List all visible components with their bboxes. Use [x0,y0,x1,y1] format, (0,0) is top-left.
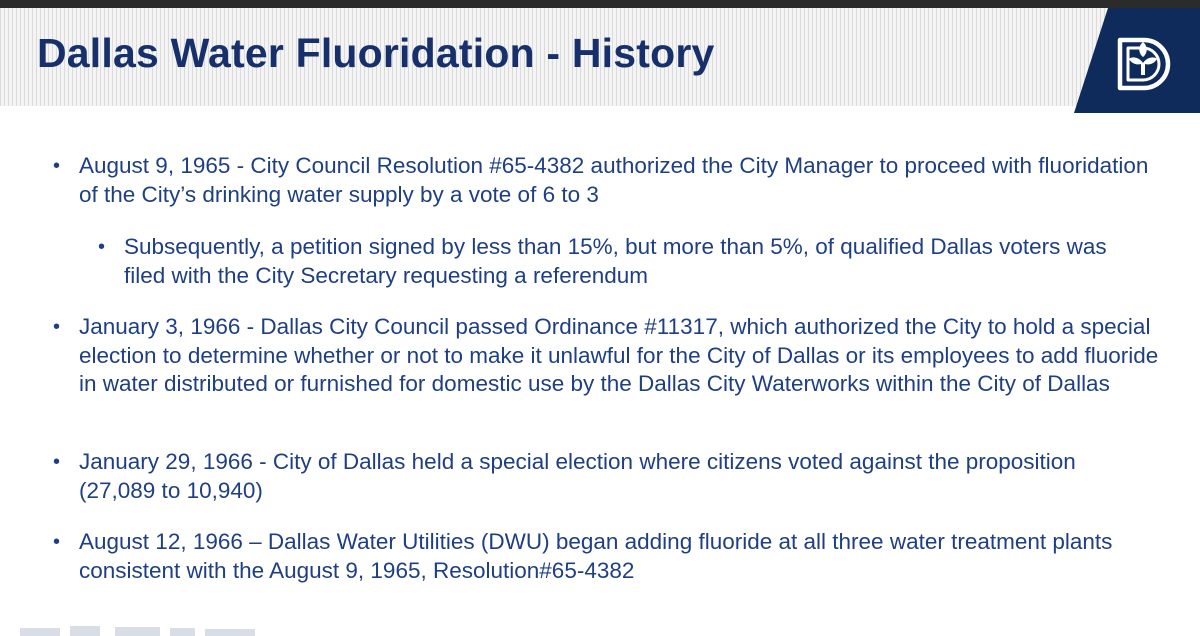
bullet-item [53,313,1159,399]
bullet-item [53,448,1149,505]
bullet-dot: • [53,316,61,338]
slide-title: Dallas Water Fluoridation - History [37,30,715,76]
bullet-text: August 9, 1965 - City Council Resolution #65-4382 authorized the City Manager to proceed with fluoridation of the City’s drinking water supply by a vote of 6 to 3 [79,153,1149,207]
bullet-text: January 29, 1966 - City of Dallas held a special election where citizens voted against the proposition (27,089 to 10,940) [79,449,1076,503]
bullet-text: January 3, 1966 - Dallas City Council passed Ordinance #11317, which authorized the City to hold a special election to determine whether or not to make it unlawful for the City of Dallas or its employees to add fluoride in water distributed or furnished for domestic use by the Dallas City Waterworks within the City of Dallas [79,314,1159,396]
bullet-dot: • [53,451,61,473]
bullet-text: Subsequently, a petition signed by less than 15%, but more than 5%, of qualified Dallas voters was filed with the City Secretary requesting a referendum [124,234,1107,288]
bullet-dot: • [53,531,61,553]
sub-bullet-item [98,233,1154,290]
footer-watermark [20,624,280,636]
bullet-text: August 12, 1966 – Dallas Water Utilities (DWU) began adding fluoride at all three water treatment plants consistent with the August 9, 1965, Resolution#65-4382 [79,529,1113,583]
bullet-item [53,528,1149,585]
bullet-dot: • [53,155,61,177]
bullet-dot: • [98,236,106,258]
bullet-item [53,152,1149,209]
